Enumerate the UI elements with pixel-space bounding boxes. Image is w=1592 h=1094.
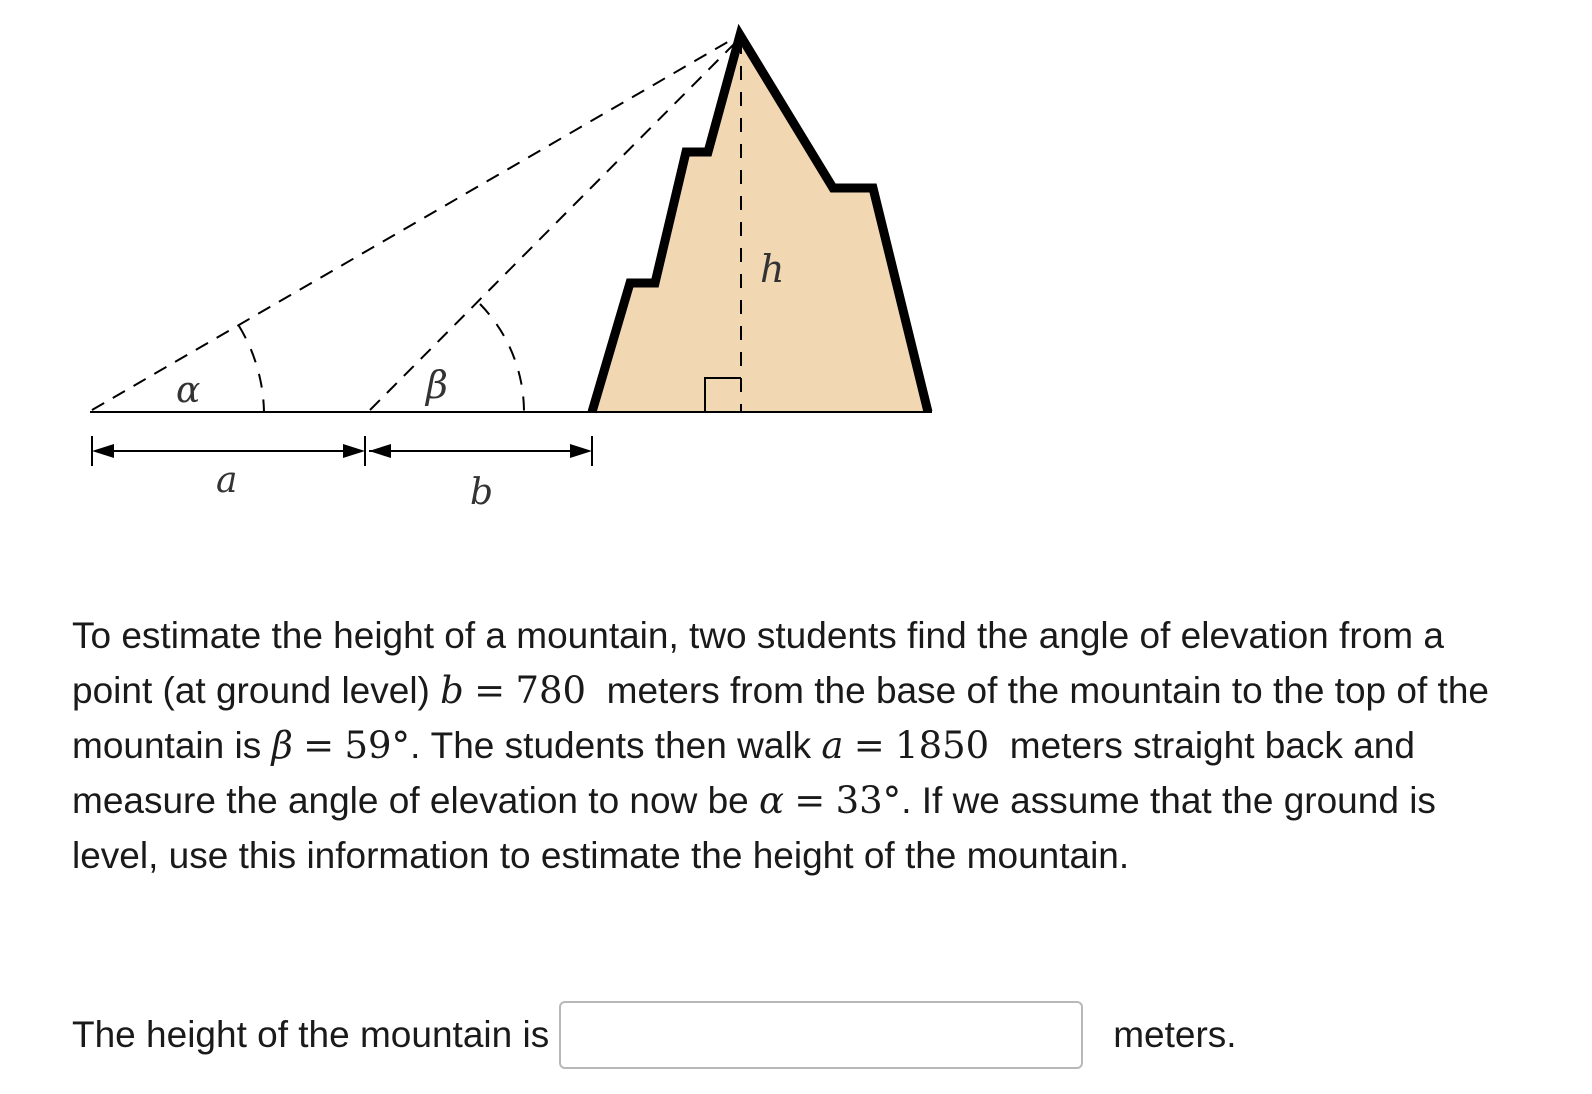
problem-text-5: . If we assume that the ground is level, use this information to estimate the height of the mountain. [72,780,1436,876]
value-beta: 59° [344,724,411,767]
eq-sign-a: = [853,724,885,767]
value-alpha: 33° [835,779,902,822]
eq-sign-alpha: = [794,779,826,822]
problem-text-2: meters from the base of the mountain to the top of the mountain is [72,670,1489,766]
label-a: a [216,460,238,501]
value-b: 780 [515,669,587,712]
eq-sign-beta: = [303,724,335,767]
problem-statement [72,608,1512,883]
answer-row [72,998,1237,1072]
height-answer-input[interactable] [559,1001,1083,1069]
value-a: 1850 [895,724,990,767]
label-b: b [470,472,494,513]
label-h: h [760,247,785,291]
answer-prefix: The height of the mountain is [72,1014,550,1055]
var-beta: β [271,724,293,767]
var-alpha: α [759,779,785,822]
problem-text-4: meters straight back and measure the angle of elevation to now be [72,725,1415,821]
problem-text-3: . The students then walk [410,725,822,766]
label-alpha: α [176,370,201,411]
dimension-b [369,436,592,466]
var-a: a [821,724,844,767]
label-beta: β [426,363,448,407]
problem-text-1: To estimate the height of a mountain, two students find the angle of elevation from a point (at ground level) [72,615,1444,711]
eq-sign-b: = [474,669,506,712]
answer-suffix: meters. [1113,1014,1237,1055]
alpha-arc [239,326,264,412]
var-b: b [440,669,464,712]
beta-arc [480,304,524,412]
